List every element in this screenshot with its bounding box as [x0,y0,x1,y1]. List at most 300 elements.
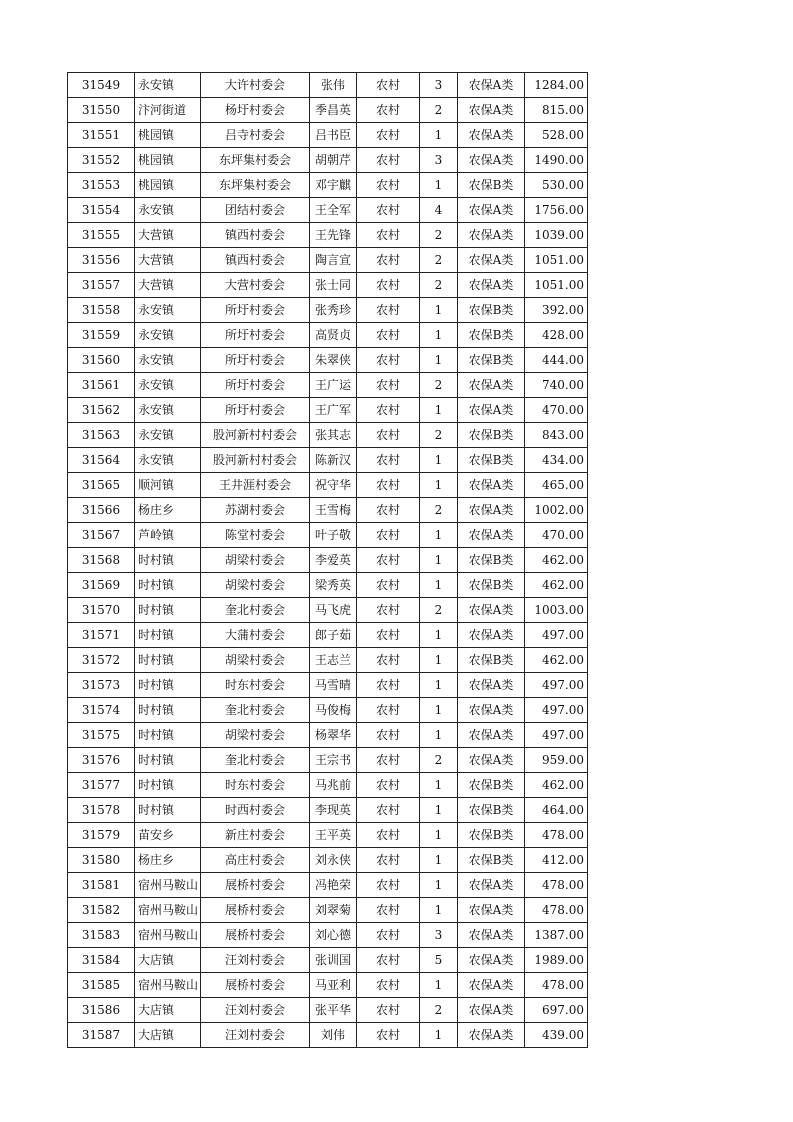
name-cell: 邓宇麒 [310,173,357,198]
row-id-cell: 31561 [68,373,135,398]
name-cell: 马兆前 [310,773,357,798]
name-cell: 马飞虎 [310,598,357,623]
data-table [67,72,588,1048]
row-id-cell: 31581 [68,873,135,898]
category-cell: 农保A类 [458,223,525,248]
town-cell: 大店镇 [135,998,201,1023]
table-row [68,723,588,748]
household-count-cell: 3 [420,73,458,98]
household-count-cell: 4 [420,198,458,223]
town-cell: 永安镇 [135,373,201,398]
table-row [68,698,588,723]
table-row [68,748,588,773]
row-id-cell: 31586 [68,998,135,1023]
town-cell: 时村镇 [135,773,201,798]
village-committee-cell: 所圩村委会 [201,298,310,323]
village-committee-cell: 所圩村委会 [201,323,310,348]
name-cell: 李爱英 [310,548,357,573]
area-type-cell: 农村 [357,848,420,873]
village-committee-cell: 大许村委会 [201,73,310,98]
area-type-cell: 农村 [357,723,420,748]
town-cell: 顺河镇 [135,473,201,498]
category-cell: 农保B类 [458,423,525,448]
town-cell: 芦岭镇 [135,523,201,548]
row-id-cell: 31580 [68,848,135,873]
village-committee-cell: 高庄村委会 [201,848,310,873]
row-id-cell: 31566 [68,498,135,523]
village-committee-cell: 股河新村村委会 [201,448,310,473]
area-type-cell: 农村 [357,998,420,1023]
town-cell: 杨庄乡 [135,848,201,873]
town-cell: 永安镇 [135,73,201,98]
row-id-cell: 31576 [68,748,135,773]
household-count-cell: 1 [420,673,458,698]
table-row [68,198,588,223]
row-id-cell: 31583 [68,923,135,948]
name-cell: 季昌英 [310,98,357,123]
area-type-cell: 农村 [357,223,420,248]
town-cell: 大店镇 [135,1023,201,1048]
household-count-cell: 2 [420,223,458,248]
category-cell: 农保B类 [458,848,525,873]
town-cell: 时村镇 [135,548,201,573]
table-row [68,798,588,823]
household-count-cell: 1 [420,323,458,348]
area-type-cell: 农村 [357,623,420,648]
name-cell: 祝守华 [310,473,357,498]
name-cell: 刘伟 [310,1023,357,1048]
name-cell: 杨翠华 [310,723,357,748]
table-row [68,73,588,98]
village-committee-cell: 苏湖村委会 [201,498,310,523]
village-committee-cell: 汪刘村委会 [201,948,310,973]
amount-cell: 815.00 [525,98,588,123]
area-type-cell: 农村 [357,648,420,673]
household-count-cell: 2 [420,998,458,1023]
table-row [68,498,588,523]
amount-cell: 470.00 [525,398,588,423]
amount-cell: 465.00 [525,473,588,498]
household-count-cell: 1 [420,548,458,573]
village-committee-cell: 展桥村委会 [201,923,310,948]
household-count-cell: 2 [420,598,458,623]
town-cell: 永安镇 [135,423,201,448]
household-count-cell: 5 [420,948,458,973]
village-committee-cell: 胡梁村委会 [201,573,310,598]
name-cell: 王平英 [310,823,357,848]
household-count-cell: 2 [420,98,458,123]
household-count-cell: 2 [420,248,458,273]
table-row [68,323,588,348]
town-cell: 宿州马鞍山 [135,973,201,998]
table-row [68,823,588,848]
town-cell: 时村镇 [135,748,201,773]
area-type-cell: 农村 [357,923,420,948]
category-cell: 农保A类 [458,948,525,973]
area-type-cell: 农村 [357,748,420,773]
table-row [68,223,588,248]
village-committee-cell: 镇西村委会 [201,223,310,248]
category-cell: 农保B类 [458,573,525,598]
town-cell: 永安镇 [135,198,201,223]
town-cell: 大营镇 [135,223,201,248]
area-type-cell: 农村 [357,698,420,723]
name-cell: 张秀珍 [310,298,357,323]
area-type-cell: 农村 [357,573,420,598]
village-committee-cell: 陈堂村委会 [201,523,310,548]
household-count-cell: 2 [420,273,458,298]
town-cell: 大营镇 [135,248,201,273]
name-cell: 胡朝芹 [310,148,357,173]
category-cell: 农保A类 [458,998,525,1023]
category-cell: 农保A类 [458,123,525,148]
name-cell: 陶言宣 [310,248,357,273]
category-cell: 农保B类 [458,173,525,198]
amount-cell: 434.00 [525,448,588,473]
name-cell: 马俊梅 [310,698,357,723]
household-count-cell: 1 [420,973,458,998]
row-id-cell: 31555 [68,223,135,248]
name-cell: 王广运 [310,373,357,398]
area-type-cell: 农村 [357,298,420,323]
household-count-cell: 2 [420,373,458,398]
row-id-cell: 31569 [68,573,135,598]
row-id-cell: 31550 [68,98,135,123]
category-cell: 农保A类 [458,498,525,523]
amount-cell: 444.00 [525,348,588,373]
table-row [68,973,588,998]
name-cell: 李现英 [310,798,357,823]
row-id-cell: 31565 [68,473,135,498]
row-id-cell: 31584 [68,948,135,973]
table-row [68,148,588,173]
amount-cell: 843.00 [525,423,588,448]
household-count-cell: 1 [420,123,458,148]
name-cell: 张平华 [310,998,357,1023]
category-cell: 农保A类 [458,873,525,898]
household-count-cell: 1 [420,448,458,473]
household-count-cell: 1 [420,898,458,923]
table-row [68,348,588,373]
category-cell: 农保A类 [458,923,525,948]
table-row [68,373,588,398]
category-cell: 农保A类 [458,973,525,998]
name-cell: 马亚利 [310,973,357,998]
row-id-cell: 31567 [68,523,135,548]
area-type-cell: 农村 [357,123,420,148]
category-cell: 农保A类 [458,98,525,123]
amount-cell: 439.00 [525,1023,588,1048]
amount-cell: 1039.00 [525,223,588,248]
table-row [68,573,588,598]
name-cell: 冯艳荣 [310,873,357,898]
area-type-cell: 农村 [357,548,420,573]
household-count-cell: 1 [420,823,458,848]
row-id-cell: 31562 [68,398,135,423]
area-type-cell: 农村 [357,498,420,523]
name-cell: 刘永侠 [310,848,357,873]
village-committee-cell: 东坪集村委会 [201,173,310,198]
village-committee-cell: 胡梁村委会 [201,548,310,573]
name-cell: 吕书臣 [310,123,357,148]
row-id-cell: 31560 [68,348,135,373]
table-row [68,773,588,798]
household-count-cell: 3 [420,923,458,948]
amount-cell: 1387.00 [525,923,588,948]
category-cell: 农保B类 [458,823,525,848]
area-type-cell: 农村 [357,873,420,898]
household-count-cell: 2 [420,748,458,773]
table-row [68,923,588,948]
town-cell: 汴河街道 [135,98,201,123]
amount-cell: 478.00 [525,873,588,898]
area-type-cell: 农村 [357,898,420,923]
table-row [68,423,588,448]
town-cell: 时村镇 [135,648,201,673]
table-row [68,873,588,898]
area-type-cell: 农村 [357,1023,420,1048]
category-cell: 农保A类 [458,273,525,298]
table-row [68,298,588,323]
amount-cell: 462.00 [525,573,588,598]
amount-cell: 412.00 [525,848,588,873]
household-count-cell: 1 [420,1023,458,1048]
household-count-cell: 1 [420,723,458,748]
row-id-cell: 31553 [68,173,135,198]
town-cell: 宿州马鞍山 [135,923,201,948]
category-cell: 农保B类 [458,323,525,348]
name-cell: 王全军 [310,198,357,223]
category-cell: 农保A类 [458,1023,525,1048]
area-type-cell: 农村 [357,523,420,548]
town-cell: 杨庄乡 [135,498,201,523]
category-cell: 农保A类 [458,723,525,748]
category-cell: 农保A类 [458,248,525,273]
table-row [68,648,588,673]
village-committee-cell: 时东村委会 [201,673,310,698]
category-cell: 农保A类 [458,523,525,548]
village-committee-cell: 展桥村委会 [201,973,310,998]
table-row [68,673,588,698]
amount-cell: 497.00 [525,723,588,748]
household-count-cell: 1 [420,873,458,898]
household-count-cell: 1 [420,398,458,423]
area-type-cell: 农村 [357,98,420,123]
row-id-cell: 31558 [68,298,135,323]
name-cell: 王先锋 [310,223,357,248]
table-row [68,548,588,573]
row-id-cell: 31575 [68,723,135,748]
town-cell: 时村镇 [135,723,201,748]
row-id-cell: 31554 [68,198,135,223]
amount-cell: 497.00 [525,623,588,648]
household-count-cell: 1 [420,773,458,798]
category-cell: 农保B类 [458,648,525,673]
table-row [68,998,588,1023]
amount-cell: 697.00 [525,998,588,1023]
village-committee-cell: 股河新村村委会 [201,423,310,448]
category-cell: 农保A类 [458,198,525,223]
name-cell: 刘心德 [310,923,357,948]
table-row [68,848,588,873]
row-id-cell: 31582 [68,898,135,923]
row-id-cell: 31549 [68,73,135,98]
area-type-cell: 农村 [357,148,420,173]
table-row [68,948,588,973]
household-count-cell: 1 [420,623,458,648]
row-id-cell: 31578 [68,798,135,823]
table-row [68,98,588,123]
amount-cell: 464.00 [525,798,588,823]
household-count-cell: 1 [420,798,458,823]
amount-cell: 528.00 [525,123,588,148]
category-cell: 农保A类 [458,748,525,773]
area-type-cell: 农村 [357,598,420,623]
household-count-cell: 1 [420,473,458,498]
table-row [68,523,588,548]
amount-cell: 1002.00 [525,498,588,523]
table-row [68,248,588,273]
amount-cell: 1051.00 [525,248,588,273]
amount-cell: 478.00 [525,898,588,923]
table-row [68,273,588,298]
village-committee-cell: 吕寺村委会 [201,123,310,148]
village-committee-cell: 展桥村委会 [201,898,310,923]
row-id-cell: 31585 [68,973,135,998]
area-type-cell: 农村 [357,273,420,298]
amount-cell: 497.00 [525,698,588,723]
area-type-cell: 农村 [357,473,420,498]
area-type-cell: 农村 [357,198,420,223]
amount-cell: 1490.00 [525,148,588,173]
village-committee-cell: 汪刘村委会 [201,1023,310,1048]
name-cell: 朱翠侠 [310,348,357,373]
category-cell: 农保A类 [458,623,525,648]
household-count-cell: 1 [420,173,458,198]
category-cell: 农保A类 [458,598,525,623]
amount-cell: 462.00 [525,773,588,798]
village-committee-cell: 时东村委会 [201,773,310,798]
area-type-cell: 农村 [357,73,420,98]
category-cell: 农保B类 [458,548,525,573]
area-type-cell: 农村 [357,423,420,448]
village-committee-cell: 时西村委会 [201,798,310,823]
town-cell: 宿州马鞍山 [135,873,201,898]
row-id-cell: 31552 [68,148,135,173]
amount-cell: 959.00 [525,748,588,773]
amount-cell: 1284.00 [525,73,588,98]
village-committee-cell: 奎北村委会 [201,748,310,773]
area-type-cell: 农村 [357,348,420,373]
name-cell: 马雪晴 [310,673,357,698]
village-committee-cell: 胡梁村委会 [201,723,310,748]
household-count-cell: 2 [420,498,458,523]
town-cell: 时村镇 [135,623,201,648]
area-type-cell: 农村 [357,948,420,973]
category-cell: 农保B类 [458,773,525,798]
row-id-cell: 31563 [68,423,135,448]
amount-cell: 478.00 [525,823,588,848]
village-committee-cell: 镇西村委会 [201,248,310,273]
village-committee-cell: 大蒲村委会 [201,623,310,648]
village-committee-cell: 展桥村委会 [201,873,310,898]
category-cell: 农保B类 [458,448,525,473]
table-row [68,123,588,148]
village-committee-cell: 胡梁村委会 [201,648,310,673]
town-cell: 时村镇 [135,673,201,698]
row-id-cell: 31556 [68,248,135,273]
category-cell: 农保A类 [458,73,525,98]
amount-cell: 478.00 [525,973,588,998]
household-count-cell: 1 [420,648,458,673]
name-cell: 刘翠菊 [310,898,357,923]
category-cell: 农保A类 [458,373,525,398]
category-cell: 农保B类 [458,798,525,823]
household-count-cell: 1 [420,698,458,723]
table-row [68,473,588,498]
town-cell: 时村镇 [135,698,201,723]
table-row [68,1023,588,1048]
row-id-cell: 31577 [68,773,135,798]
area-type-cell: 农村 [357,373,420,398]
amount-cell: 1756.00 [525,198,588,223]
name-cell: 王志兰 [310,648,357,673]
area-type-cell: 农村 [357,173,420,198]
village-committee-cell: 奎北村委会 [201,698,310,723]
amount-cell: 740.00 [525,373,588,398]
town-cell: 时村镇 [135,573,201,598]
household-count-cell: 1 [420,348,458,373]
area-type-cell: 农村 [357,248,420,273]
village-committee-cell: 奎北村委会 [201,598,310,623]
row-id-cell: 31564 [68,448,135,473]
town-cell: 桃园镇 [135,123,201,148]
name-cell: 张其志 [310,423,357,448]
row-id-cell: 31574 [68,698,135,723]
area-type-cell: 农村 [357,773,420,798]
row-id-cell: 31557 [68,273,135,298]
category-cell: 农保A类 [458,398,525,423]
name-cell: 张训国 [310,948,357,973]
name-cell: 陈新汉 [310,448,357,473]
amount-cell: 462.00 [525,548,588,573]
town-cell: 永安镇 [135,448,201,473]
household-count-cell: 1 [420,298,458,323]
data-table-container [67,72,588,1048]
town-cell: 永安镇 [135,323,201,348]
area-type-cell: 农村 [357,973,420,998]
amount-cell: 462.00 [525,648,588,673]
category-cell: 农保A类 [458,898,525,923]
row-id-cell: 31573 [68,673,135,698]
area-type-cell: 农村 [357,448,420,473]
category-cell: 农保A类 [458,148,525,173]
town-cell: 永安镇 [135,298,201,323]
village-committee-cell: 东坪集村委会 [201,148,310,173]
area-type-cell: 农村 [357,398,420,423]
town-cell: 桃园镇 [135,148,201,173]
village-committee-cell: 团结村委会 [201,198,310,223]
household-count-cell: 1 [420,848,458,873]
amount-cell: 470.00 [525,523,588,548]
category-cell: 农保B类 [458,298,525,323]
table-row [68,173,588,198]
household-count-cell: 3 [420,148,458,173]
amount-cell: 1003.00 [525,598,588,623]
amount-cell: 530.00 [525,173,588,198]
town-cell: 大店镇 [135,948,201,973]
household-count-cell: 1 [420,573,458,598]
